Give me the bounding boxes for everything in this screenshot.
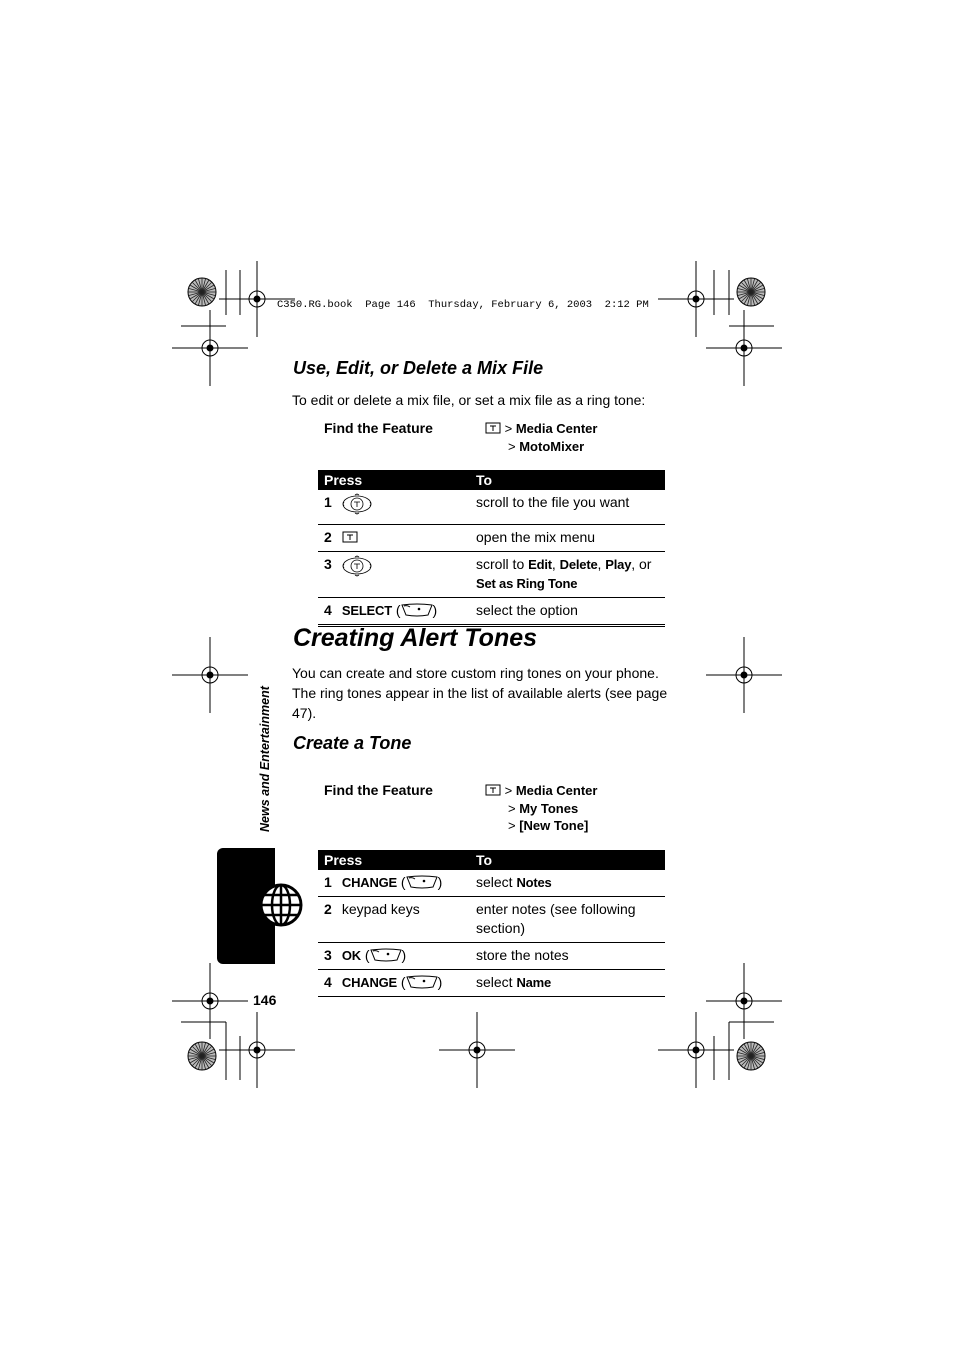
table-row: 4 SELECT ( ) select the option [318,598,665,626]
right-soft-key-icon [406,875,438,889]
running-header: C350.RG.book Page 146 Thursday, February 6, 2003 2:12 PM [277,299,649,311]
section-title-create-a-tone: Create a Tone [293,733,412,753]
section-title-mix-file: Use, Edit, or Delete a Mix File [293,358,544,378]
path-item-new-tone: [New Tone] [519,818,589,833]
registration-crosshair [658,261,734,337]
table-header: Press To [318,850,665,870]
table-header: Press To [318,470,665,490]
table-row: 4 CHANGE ( ) select Name [318,970,665,997]
option-set-as-ring-tone: Set as Ring Tone [476,576,578,591]
table-row: 1 CHANGE ( ) select Notes [318,870,665,897]
registration-crosshair [219,1012,295,1088]
find-feature-label: Find the Feature [324,782,433,798]
feature-path: > Media Center > MotoMixer [485,420,597,455]
globe-icon [258,883,304,927]
press-table-mix-file [318,470,665,627]
feature-path: > Media Center > My Tones > [New Tone] [485,782,597,835]
registration-crosshair [706,963,782,1039]
registration-starburst [737,1042,765,1070]
table-row: 2 open the mix menu [318,525,665,552]
option-edit: Edit [528,557,552,572]
press-table-create-tone [318,850,665,997]
registration-crosshair [172,963,248,1039]
path-item-motomixer: MotoMixer [519,438,585,454]
registration-starburst [737,278,765,306]
registration-starburst [188,278,216,306]
nav-key-icon [342,493,372,515]
registration-crosshair [172,310,248,386]
table-row: 2 keypad keys enter notes (see following section) [318,897,665,943]
registration-crosshair [706,637,782,713]
path-item-media-center: Media Center [515,421,598,436]
section-intro-mix-file: To edit or delete a mix file, or set a mix file as a ring tone: [292,392,646,408]
path-item-media-center: Media Center [515,783,598,798]
chapter-side-label: News and Entertainment [258,686,272,832]
path-item-my-tones: My Tones [519,800,579,816]
table-row: 3 scroll to Edit, Delete, Play, or Set as Ring Tone [318,552,665,598]
registration-starburst [188,1042,216,1070]
table-row: 3 OK ( ) store the notes [318,943,665,970]
registration-crosshair [658,1012,734,1088]
option-play: Play [605,557,632,572]
right-soft-key-icon [406,975,438,989]
menu-key-icon [342,531,358,543]
chapter-title-creating-alert-tones: Creating Alert Tones [293,624,538,652]
registration-crosshair [439,1012,515,1088]
nav-key-icon [342,555,372,577]
find-feature-label: Find the Feature [324,420,433,436]
option-delete: Delete [559,557,598,572]
right-soft-key-icon [370,948,402,962]
menu-key-icon [485,422,501,434]
registration-crosshair [706,310,782,386]
page-number: 146 [253,992,277,1008]
table-row: 1 scroll to the file you want [318,490,665,525]
right-soft-key-icon [401,603,433,617]
section-intro-alert-tones: You can create and store custom ring tones on your phone. The ring tones appear in the list of available alerts (see page 47). [292,665,668,721]
menu-key-icon [485,784,501,796]
registration-crosshair [172,637,248,713]
